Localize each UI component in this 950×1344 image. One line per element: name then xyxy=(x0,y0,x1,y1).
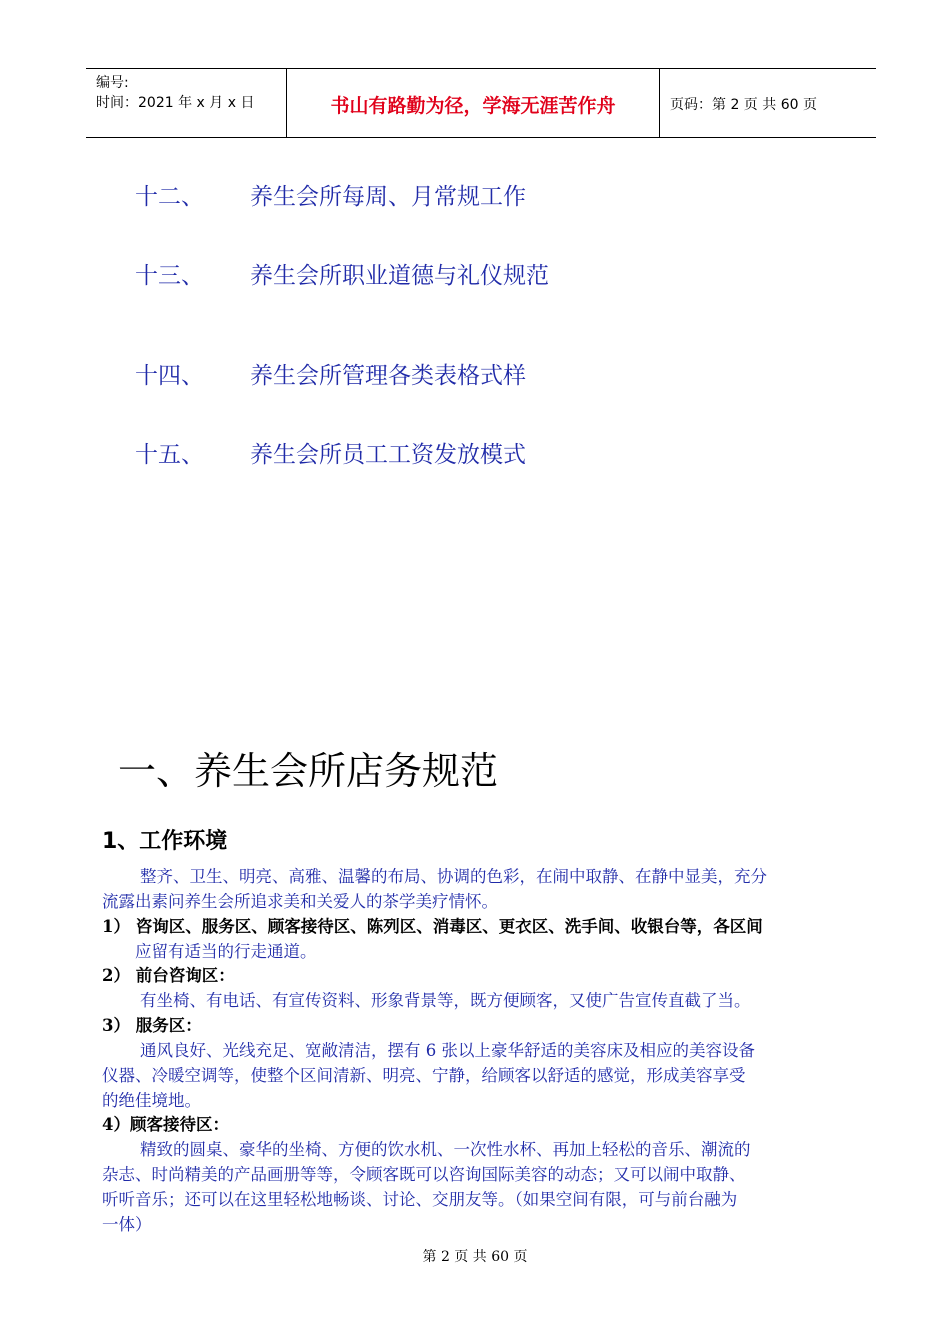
footer-page-number: 第 2 页 共 60 页 xyxy=(422,1249,528,1265)
page-footer xyxy=(0,1246,950,1266)
toc-item xyxy=(135,436,526,469)
item-heading: 1） 咨询区、服务区、顾客接待区、陈列区、消毒区、更衣区、洗手间、收银台等，各区间 xyxy=(102,917,763,936)
intro-line: 流露出素问养生会所追求美和关爱人的茶学美疗情怀。 xyxy=(102,892,498,911)
header-meta-cell xyxy=(86,69,287,137)
item-body: 一体） xyxy=(102,1215,152,1234)
header-motto-cell xyxy=(287,69,660,137)
header-motto: 书山有路勤为径，学海无涯苦作舟 xyxy=(330,95,616,117)
header-page-label: 页码：第 2 页 共 60 页 xyxy=(670,97,817,113)
item-heading: 3） 服务区： xyxy=(102,1016,202,1035)
item-body: 的绝佳境地。 xyxy=(102,1091,201,1110)
toc-item xyxy=(135,257,549,290)
toc-item-number: 十二、 xyxy=(135,184,204,210)
item-body: 应留有适当的行走通道。 xyxy=(135,942,317,961)
item-heading: 4）顾客接待区： xyxy=(102,1115,229,1134)
section-title: 一、养生会所店务规范 xyxy=(118,749,499,793)
subsection-title: 1、工作环境 xyxy=(102,829,228,854)
toc-item-number: 十四、 xyxy=(135,363,204,389)
toc-item xyxy=(135,357,526,390)
header-page-cell xyxy=(660,69,876,137)
toc-item-title: 养生会所员工工资发放模式 xyxy=(250,442,526,468)
item-body: 精致的圆桌、豪华的坐椅、方便的饮水机、一次性水杯、再加上轻松的音乐、潮流的 xyxy=(140,1140,751,1159)
document-time-label: 时间：2021 年 x 月 x 日 xyxy=(96,95,255,111)
toc-item-title: 养生会所管理各类表格式样 xyxy=(250,363,526,389)
toc-item-number: 十三、 xyxy=(135,263,204,289)
toc-item-title: 养生会所每周、月常规工作 xyxy=(250,184,526,210)
toc-item-title: 养生会所职业道德与礼仪规范 xyxy=(250,263,549,289)
toc-item-number: 十五、 xyxy=(135,442,204,468)
item-body: 听听音乐；还可以在这里轻松地畅谈、讨论、交朋友等。（如果空间有限，可与前台融为 xyxy=(102,1190,738,1209)
item-body: 有坐椅、有电话、有宣传资料、形象背景等，既方便顾客，又使广告宣传直截了当。 xyxy=(140,991,751,1010)
item-body: 仪器、冷暖空调等，使整个区间清新、明亮、宁静，给顾客以舒适的感觉，形成美容享受 xyxy=(102,1066,746,1085)
document-number-label: 编号: xyxy=(96,75,129,91)
item-body: 杂志、时尚精美的产品画册等等，令顾客既可以咨询国际美容的动态；又可以闹中取静、 xyxy=(102,1165,746,1184)
item-heading: 2） 前台咨询区： xyxy=(102,966,235,985)
item-body: 通风良好、光线充足、宽敞清洁，摆有 6 张以上豪华舒适的美容床及相应的美容设备 xyxy=(140,1041,755,1060)
intro-line: 整齐、卫生、明亮、高雅、温馨的布局、协调的色彩，在闹中取静、在静中显美，充分 xyxy=(140,867,767,886)
toc-item xyxy=(135,178,526,211)
page-header xyxy=(86,68,876,138)
